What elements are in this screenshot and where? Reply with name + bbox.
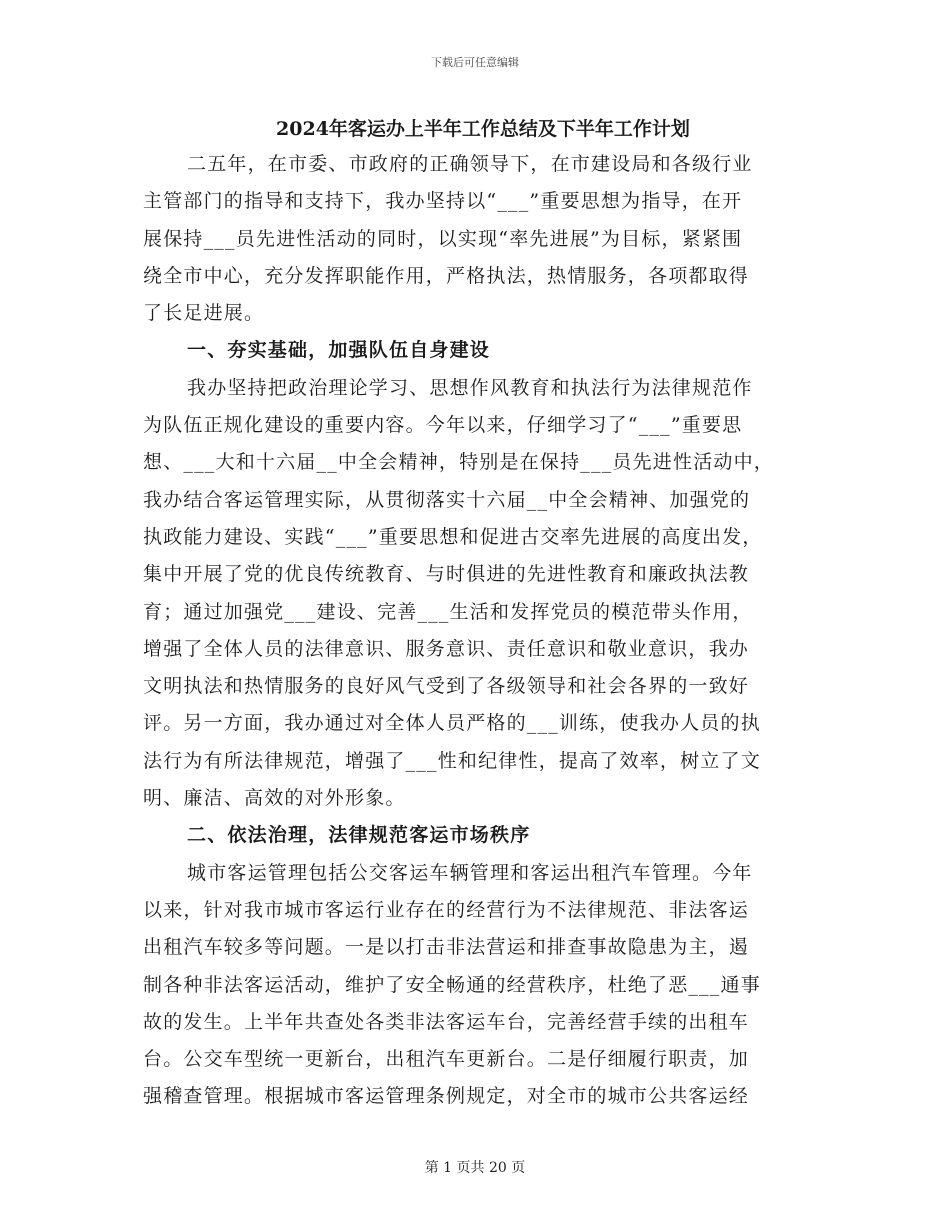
text-line: 以来，针对我市城市客运行业存在的经营行为不法律规范、非法客运: [143, 898, 750, 921]
text-line: 文明执法和热情服务的良好风气受到了各级领导和社会各界的一致好: [143, 675, 750, 698]
text-line: 主管部门的指导和支持下，我办坚持以“___”重要思想为指导，在开: [143, 190, 743, 213]
page-footer: 第 1 页共 20 页: [424, 1160, 526, 1176]
text-line: 二五年，在市委、市政府的正确领导下，在市建设局和各级行业: [187, 153, 753, 175]
text-line: 我办结合客运管理实际，从贯彻落实十六届__中全会精神、加强党的: [143, 488, 751, 511]
text-line: 制各种非法客运活动，维护了安全畅通的经营秩序，杜绝了恶___通事: [143, 973, 761, 996]
paragraph-lines: [143, 146, 823, 1116]
document-body: [143, 112, 823, 1116]
text-line: 展保持___员先进性活动的同时，以实现“率先进展”为目标，紧紧围: [143, 227, 743, 250]
section-heading: 一、夯实基础，加强队伍自身建设: [187, 339, 491, 362]
text-line: 城市客运管理包括公交客运车辆管理和客运出租汽车管理。今年: [187, 861, 753, 884]
text-line: 了长足进展。: [143, 302, 265, 325]
text-line: 强稽查管理。根据城市客运管理条例规定，对全市的城市公共客运经: [143, 1085, 750, 1108]
text-line: 想、___大和十六届__中全会精神，特别是在保持___员先进性活动中，: [143, 451, 775, 474]
text-line: 执政能力建设、实践“___”重要思想和促进古交率先进展的高度出发，: [143, 525, 763, 548]
text-line: 育；通过加强党___建设、完善___生活和发挥党员的模范带头作用，: [143, 600, 753, 623]
text-line: 故的发生。上半年共查处各类非法客运车台，完善经营手续的出租车: [143, 1010, 750, 1033]
text-line: 明、廉洁、高效的对外形象。: [143, 787, 406, 810]
section-heading: 二、依法治理，法律规范客运市场秩序: [187, 824, 531, 847]
text-line: 集中开展了党的优良传统教育、与时俱进的先进性教育和廉政执法教: [143, 563, 750, 586]
text-line: 评。另一方面，我办通过对全体人员严格的___训练，使我办人员的执: [143, 712, 761, 735]
text-line: 我办坚持把政治理论学习、思想作风教育和执法行为法律规范作: [187, 376, 753, 399]
text-line: 台。公交车型统一更新台，出租汽车更新台。二是仔细履行职责，加: [143, 1048, 750, 1071]
text-line: 绕全市中心，充分发挥职能作用，严格执法，热情服务，各项都取得: [143, 264, 750, 287]
text-line: 为队伍正规化建设的重要内容。今年以来，仔细学习了“___”重要思: [143, 414, 743, 437]
document-title: 2024年客运办上半年工作总结及下半年工作计划: [276, 118, 690, 140]
text-line: 法行为有所法律规范，增强了___性和纪律性，提高了效率，树立了文: [143, 749, 761, 772]
page-header: 下载后可任意编辑: [431, 56, 519, 69]
text-line: 增强了全体人员的法律意识、服务意识、责任意识和敬业意识，我办: [143, 637, 750, 660]
text-line: 出租汽车较多等问题。一是以打击非法营运和排查事故隐患为主，遏: [143, 936, 750, 959]
